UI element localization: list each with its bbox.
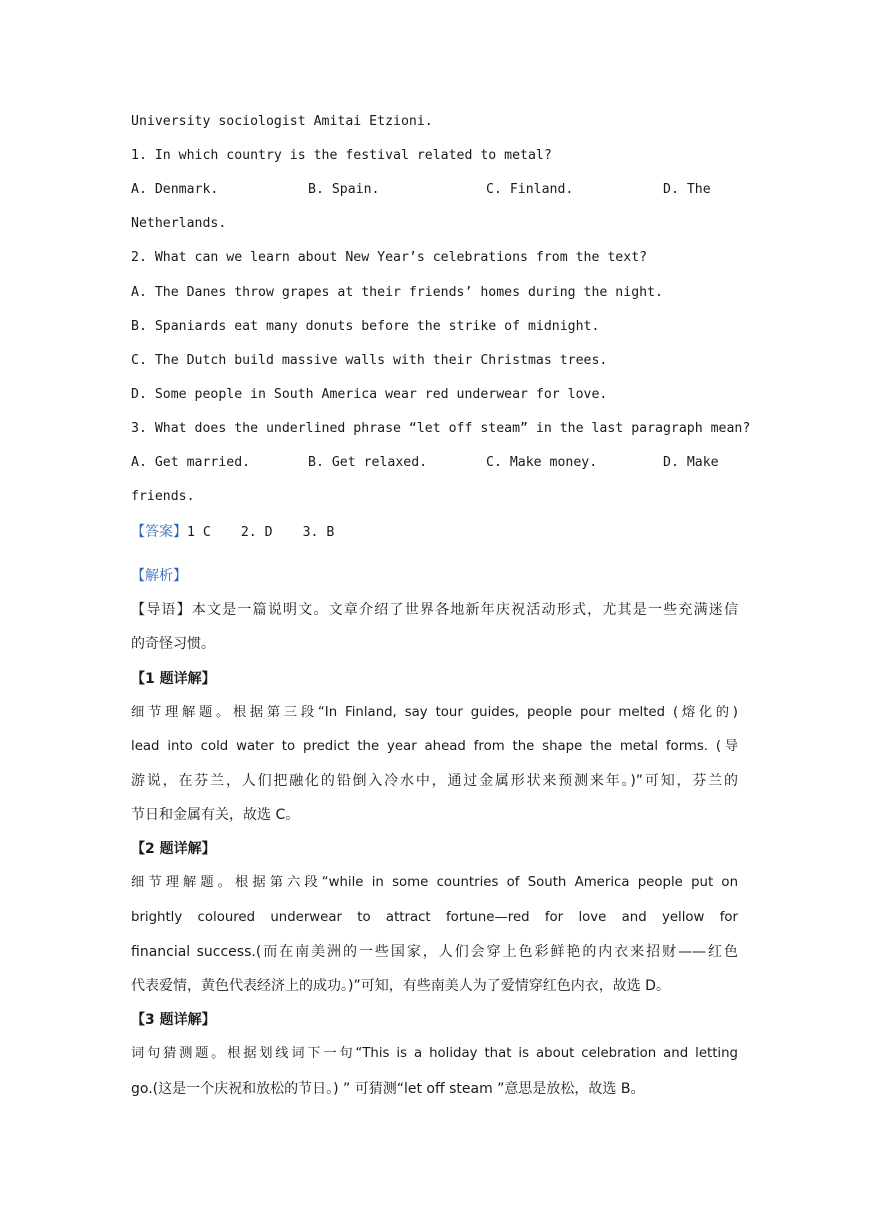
- q1-option-a: A. Denmark.: [131, 182, 219, 197]
- question-3-stem: 3. What does the underlined phrase “let off steam” in the last paragraph mean?: [131, 421, 751, 436]
- detail-3-line-1: 词句猜测题。根据划线词下一句“This is a holiday that is about celebration and letting: [131, 1046, 738, 1061]
- detail-2-line-2: brightly coloured underwear to attract fortune—red for love and yellow for: [131, 910, 738, 925]
- question-2-stem: 2. What can we learn about New Year’s celebrations from the text?: [131, 250, 648, 265]
- q3-option-c: C. Make money.: [486, 455, 598, 470]
- answer-label: 【答案】: [131, 524, 187, 540]
- guide-line-2: 的奇怪习惯。: [131, 636, 215, 652]
- question-1-stem: 1. In which country is the festival related to metal?: [131, 148, 552, 163]
- detail-3-heading: 【3 题详解】: [131, 1012, 216, 1028]
- q1-option-c: C. Finland.: [486, 182, 574, 197]
- detail-3-line-2: go.(这是一个庆祝和放松的节日。) ” 可猜测“let off steam ”意思是放松，故选 B。: [131, 1081, 645, 1097]
- q2-option-b: B. Spaniards eat many donuts before the strike of midnight.: [131, 319, 600, 334]
- q2-option-c: C. The Dutch build massive walls with their Christmas trees.: [131, 353, 608, 368]
- detail-1-heading: 【1 题详解】: [131, 671, 216, 687]
- detail-1-line-1: 细节理解题。根据第三段“In Finland, say tour guides, people pour melted (熔化的): [131, 705, 738, 720]
- q2-option-d: D. Some people in South America wear red underwear for love.: [131, 387, 608, 402]
- intro-tail: University sociologist Amitai Etzioni.: [131, 114, 433, 129]
- q1-option-d-continued: Netherlands.: [131, 216, 227, 231]
- detail-1-line-4: 节日和金属有关，故选 C。: [131, 807, 300, 823]
- q1-option-b: B. Spain.: [308, 182, 380, 197]
- q3-option-a: A. Get married.: [131, 455, 251, 470]
- answer-line: [131, 515, 738, 549]
- detail-1-line-2: lead into cold water to predict the year ahead from the shape the metal forms. (导: [131, 739, 738, 754]
- q3-option-d: D. Make: [663, 455, 719, 470]
- answer-1: 1 C: [187, 525, 211, 540]
- detail-2-line-4: 代表爱情，黄色代表经济上的成功。)”可知，有些南美人为了爱情穿红色内衣，故选 D。: [131, 978, 670, 994]
- question-1-options: [131, 173, 738, 207]
- q3-option-d-continued: friends.: [131, 489, 195, 504]
- answer-3: 3. B: [302, 525, 335, 540]
- analysis-label: 【解析】: [131, 568, 187, 584]
- q1-option-d: D. The: [663, 182, 711, 197]
- q3-option-b: B. Get relaxed.: [308, 455, 428, 470]
- detail-2-line-3: financial success.(而在南美洲的一些国家，人们会穿上色彩鲜艳的内衣来招财——红色: [131, 944, 738, 960]
- detail-2-line-1: 细节理解题。根据第六段“while in some countries of South America people put on: [131, 875, 738, 890]
- question-3-options: [131, 446, 738, 480]
- answer-2: 2. D: [240, 525, 273, 540]
- detail-2-heading: 【2 题详解】: [131, 841, 216, 857]
- guide-line-1: 【导语】本文是一篇说明文。文章介绍了世界各地新年庆祝活动形式，尤其是一些充满迷信: [131, 602, 738, 618]
- q2-option-a: A. The Danes throw grapes at their friends’ homes during the night.: [131, 285, 663, 300]
- detail-1-line-3: 游说，在芬兰，人们把融化的铅倒入冷水中，通过金属形状来预测来年。)”可知，芬兰的: [131, 773, 738, 789]
